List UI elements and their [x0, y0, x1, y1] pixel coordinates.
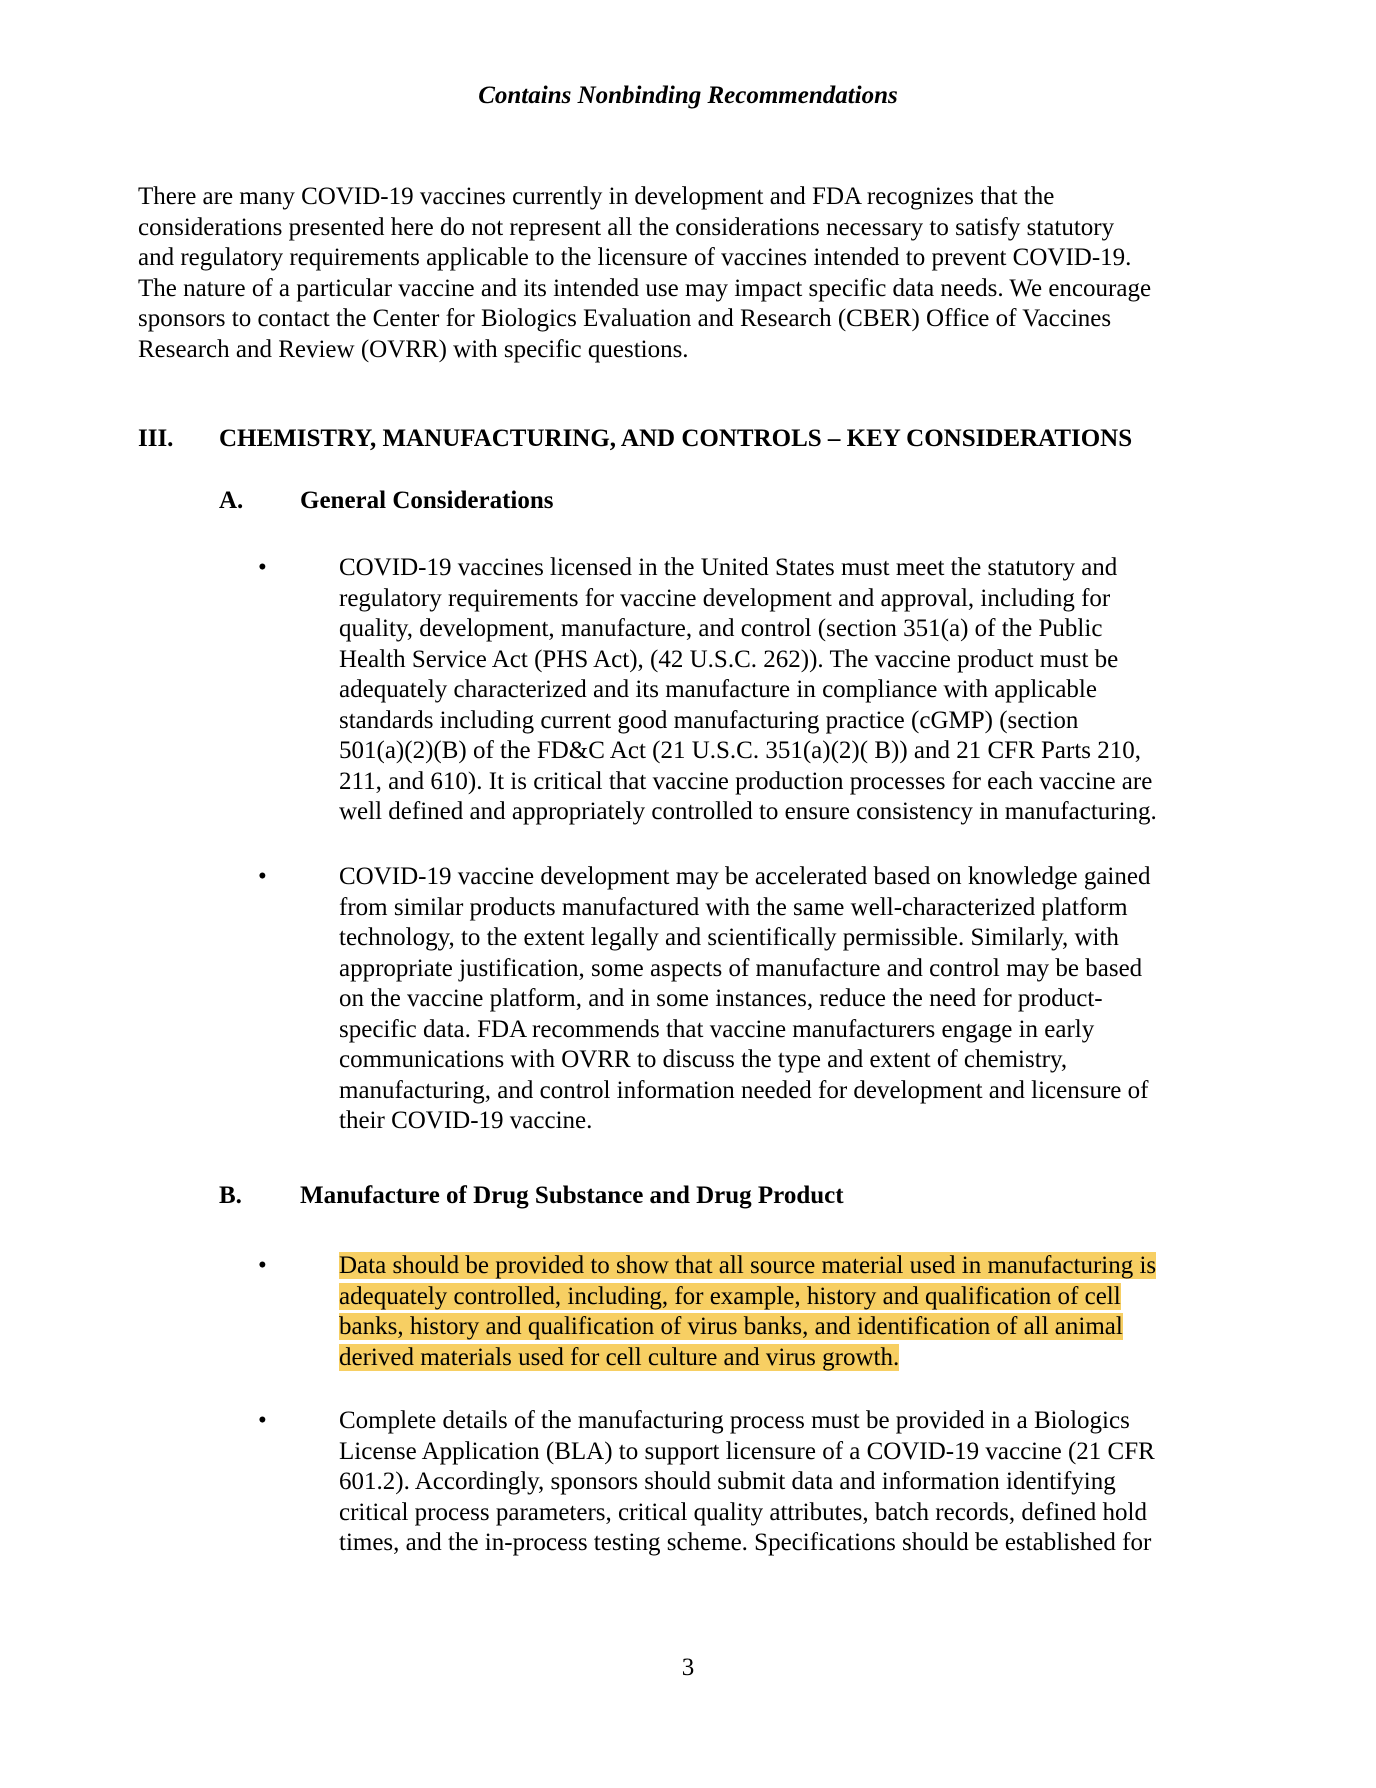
- bullet-icon: •: [258, 1407, 267, 1434]
- section-number: III.: [138, 425, 174, 452]
- text-line: Research and Review (OVRR) with specific questions.: [138, 335, 689, 363]
- text-line: considerations presented here do not represent all the considerations necessary to satisfy statutory: [138, 213, 1115, 241]
- bullet-paragraph: [339, 862, 1150, 1137]
- highlighted-text-line: banks, history and qualification of virus banks, and identification of all animal: [339, 1313, 1123, 1340]
- text-line: sponsors to contact the Center for Biologics Evaluation and Research (CBER) Office of Vaccines: [138, 305, 1112, 332]
- text-line: technology, to the extent legally and scientifically permissible. Similarly, with: [339, 924, 1119, 951]
- text-line: quality, development, manufacture, and control (section 351(a) of the Public: [339, 615, 1103, 642]
- text-line: communications with OVRR to discuss the type and extent of chemistry,: [339, 1046, 1068, 1073]
- text-line: COVID-19 vaccine development may be accelerated based on knowledge gained: [339, 863, 1151, 890]
- text-line: 601.2). Accordingly, sponsors should submit data and information identifying: [339, 1468, 1116, 1495]
- text-line: critical process parameters, critical quality attributes, batch records, defined hold: [339, 1498, 1148, 1526]
- text-line: Complete details of the manufacturing process must be provided in a Biologics: [339, 1407, 1130, 1434]
- bullet-paragraph: [339, 553, 1157, 828]
- text-line: Health Service Act (PHS Act), (42 U.S.C. 262)). The vaccine product must be: [339, 645, 1119, 673]
- bullet-icon: •: [258, 863, 267, 890]
- subsection-title: General Considerations: [300, 487, 554, 514]
- section-title: CHEMISTRY, MANUFACTURING, AND CONTROLS – KEY CONSIDERATIONS: [219, 425, 1133, 452]
- subsection-letter: B.: [219, 1182, 242, 1209]
- running-header: Contains Nonbinding Recommendations: [478, 82, 898, 109]
- text-line: and regulatory requirements applicable to the licensure of vaccines intended to prevent COVID-19.: [138, 244, 1132, 271]
- subsection-title: Manufacture of Drug Substance and Drug Product: [300, 1182, 844, 1209]
- text-line: The nature of a particular vaccine and its intended use may impact specific data needs. We encourage: [138, 274, 1152, 302]
- page-number: 3: [681, 1654, 695, 1681]
- text-line: specific data. FDA recommends that vaccine manufacturers engage in early: [339, 1015, 1095, 1043]
- text-line: manufacturing, and control information needed for development and licensure of: [339, 1076, 1149, 1104]
- text-line: on the vaccine platform, and in some instances, reduce the need for product-: [339, 985, 1103, 1012]
- text-line: appropriate justification, some aspects of manufacture and control may be based: [339, 954, 1143, 982]
- highlighted-paragraph: [339, 1251, 1156, 1373]
- bullet-icon: •: [258, 1252, 267, 1279]
- text-line: COVID-19 vaccines licensed in the United States must meet the statutory and: [339, 554, 1118, 581]
- bullet-paragraph: [339, 1406, 1155, 1559]
- text-line: License Application (BLA) to support licensure of a COVID-19 vaccine (21 CFR: [339, 1437, 1155, 1465]
- intro-paragraph: [138, 182, 1151, 365]
- highlighted-text-line: adequately controlled, including, for example, history and qualification of cell: [339, 1282, 1121, 1310]
- text-line: adequately characterized and its manufacture in compliance with applicable: [339, 676, 1097, 703]
- bullet-icon: •: [258, 554, 267, 581]
- text-line: 501(a)(2)(B) of the FD&C Act (21 U.S.C. 351(a)(2)( B)) and 21 CFR Parts 210,: [339, 737, 1141, 764]
- subsection-letter: A.: [219, 487, 244, 514]
- text-line: from similar products manufactured with the same well-characterized platform: [339, 893, 1128, 921]
- highlighted-text-line: Data should be provided to show that all source material used in manufacturing is: [339, 1252, 1157, 1279]
- text-line: times, and the in-process testing scheme. Specifications should be established for: [339, 1529, 1152, 1556]
- text-line: There are many COVID-19 vaccines currently in development and FDA recognizes that the: [138, 183, 1055, 210]
- text-line: 211, and 610). It is critical that vaccine production processes for each vaccine are: [339, 767, 1153, 795]
- text-line: regulatory requirements for vaccine development and approval, including for: [339, 584, 1111, 612]
- highlighted-text-line: derived materials used for cell culture and virus growth.: [339, 1343, 900, 1371]
- text-line: well defined and appropriately controlled to ensure consistency in manufacturing.: [339, 798, 1157, 825]
- text-line: their COVID-19 vaccine.: [339, 1107, 593, 1134]
- text-line: standards including current good manufacturing practice (cGMP) (section: [339, 706, 1079, 734]
